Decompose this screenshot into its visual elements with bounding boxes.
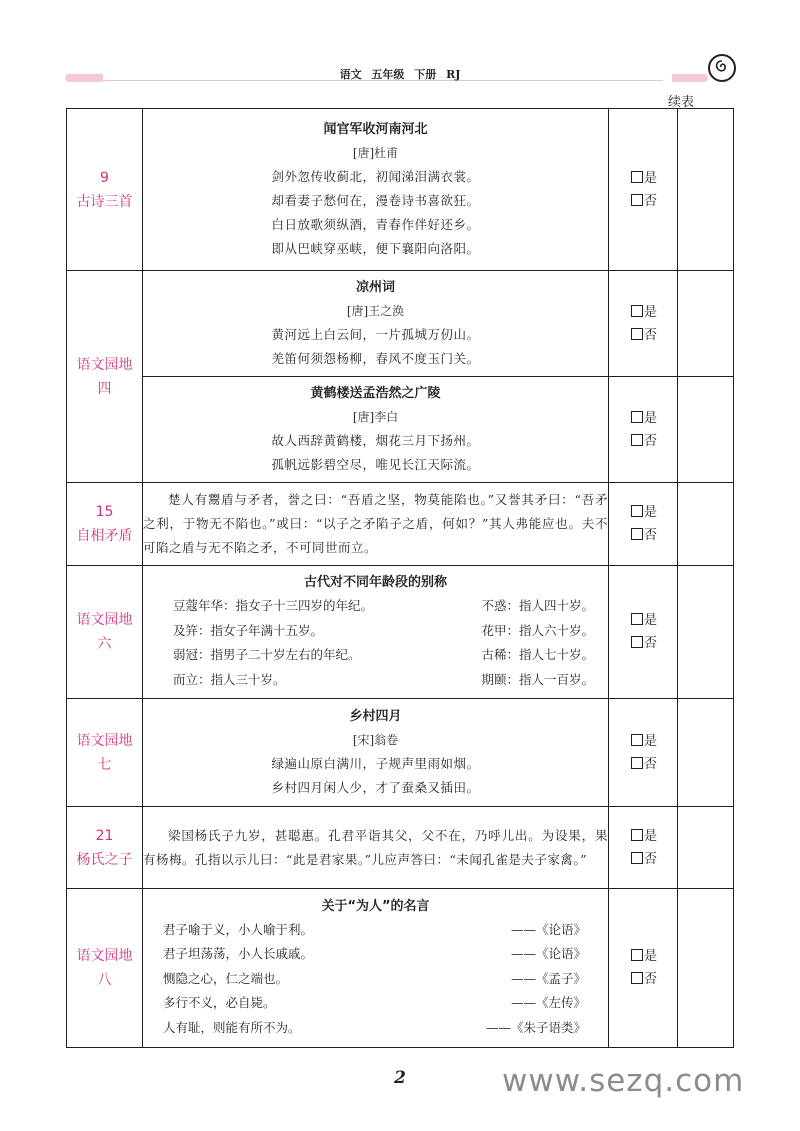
age-term: 花甲：指人六十岁。 <box>481 622 594 638</box>
age-term: 古稀：指人七十岁。 <box>481 647 594 662</box>
watermark: www.sezq.com <box>502 1063 745 1099</box>
blank-cell <box>678 271 734 377</box>
table-row <box>67 699 734 807</box>
quote-source: ——《论语》 <box>510 921 586 937</box>
age-term: 豆蔻年华：指女子十三四岁的年纪。 <box>173 598 374 613</box>
lesson-number: 六 <box>97 636 112 652</box>
checkbox-label: 否 <box>644 636 658 651</box>
checkbox-cell <box>609 699 678 807</box>
quote-row <box>143 991 608 1016</box>
quote-row <box>143 1016 608 1041</box>
table-row <box>67 377 734 483</box>
content-cell <box>143 271 609 377</box>
poem-line: 白日放歌须纵酒，青春作伴好还乡。 <box>271 216 480 232</box>
checkbox-square-icon <box>631 972 643 984</box>
checkbox-square-icon <box>631 328 643 340</box>
content-cell <box>143 699 609 807</box>
poem-line: 黄河远上白云间，一片孤城万仞山。 <box>271 326 480 342</box>
checkbox-label: 是 <box>644 949 658 964</box>
poem-title: 乡村四月 <box>349 708 402 724</box>
checkbox-cell <box>609 483 678 566</box>
lesson-title: 语文园地 <box>76 948 133 964</box>
checkbox-cell <box>609 377 678 483</box>
publisher-logo-icon <box>708 54 736 82</box>
lesson-number: 四 <box>97 380 112 397</box>
checkbox-square-icon <box>631 636 643 648</box>
poem-line: 乡村四月闲人少，才了蚕桑又插田。 <box>271 779 480 795</box>
checkbox-label: 否 <box>644 193 658 209</box>
checkbox-yes[interactable] <box>609 301 677 324</box>
poem-author: [唐]李白 <box>352 409 399 424</box>
blank-cell <box>678 699 734 807</box>
table-row <box>67 483 734 566</box>
table-row <box>67 807 734 889</box>
checkbox-label: 否 <box>644 528 658 543</box>
poem-title: 闻官军收河南河北 <box>323 121 428 137</box>
quote-row <box>143 918 608 943</box>
lesson-cell <box>67 483 143 566</box>
age-term: 期颐：指人一百岁。 <box>481 671 594 687</box>
checkbox-square-icon <box>631 411 643 423</box>
checkbox-cell <box>609 271 678 377</box>
content-cell <box>143 377 609 483</box>
checkbox-square-icon <box>631 949 643 961</box>
age-row <box>143 668 608 693</box>
quote-row <box>143 942 608 967</box>
checkbox-square-icon <box>631 434 643 446</box>
poem-line: 羌笛何须怨杨柳，春风不度玉门关。 <box>271 350 480 366</box>
checkbox-cell <box>609 109 678 271</box>
checkbox-square-icon <box>631 528 643 540</box>
checkbox-no[interactable] <box>609 632 677 655</box>
table-row <box>67 271 734 377</box>
quote-text: 君子坦荡荡，小人长戚戚。 <box>163 946 314 962</box>
lesson-number: 七 <box>97 756 112 773</box>
content-cell <box>143 889 609 1048</box>
checkbox-yes[interactable] <box>609 730 677 753</box>
lesson-cell <box>67 271 143 483</box>
lesson-title: 自相矛盾 <box>76 528 133 544</box>
poem-line: 剑外忽传收蓟北，初闻涕泪满衣裳。 <box>271 168 480 184</box>
checkbox-yes[interactable] <box>609 609 677 632</box>
age-term: 而立：指人三十岁。 <box>173 671 286 687</box>
poem-title: 黄鹤楼送孟浩然之广陵 <box>310 385 441 401</box>
poem-line: 绿遍山原白满川，子规声里雨如烟。 <box>271 755 480 771</box>
blank-cell <box>678 566 734 699</box>
checkbox-label: 是 <box>644 733 658 749</box>
checkbox-yes[interactable] <box>609 167 677 190</box>
classical-text: 梁国杨氏子九岁，甚聪惠。孔君平诣其父，父不在，乃呼儿出。为设果，果有杨梅。孔指以示儿曰：“此是君家果。”儿应声答曰：“未闻孔雀是夫子家禽。” <box>143 827 608 867</box>
checkbox-square-icon <box>631 757 643 769</box>
quote-text: 君子喻于义，小人喻于利。 <box>163 921 314 937</box>
checkbox-no[interactable] <box>609 524 677 547</box>
poem-author: [唐]杜甫 <box>352 145 399 160</box>
poem-line: 孤帆远影碧空尽，唯见长江天际流。 <box>271 456 480 472</box>
age-row <box>143 643 608 668</box>
checkbox-yes[interactable] <box>609 501 677 524</box>
recitation-table <box>66 108 734 1048</box>
quote-source: ——《论语》 <box>510 946 586 962</box>
checkbox-label: 否 <box>644 327 658 343</box>
checkbox-no[interactable] <box>609 190 677 213</box>
lesson-number: 八 <box>97 972 112 988</box>
checkbox-label: 否 <box>644 433 658 449</box>
page-number: 2 <box>394 1068 406 1088</box>
lesson-title: 杨氏之子 <box>76 851 133 868</box>
table-row <box>67 109 734 271</box>
content-cell <box>143 566 609 699</box>
age-row <box>143 619 608 644</box>
content-cell <box>143 109 609 271</box>
table-row <box>67 566 734 699</box>
checkbox-label: 是 <box>644 613 658 628</box>
lesson-number: 21 <box>95 827 114 844</box>
blank-cell <box>678 889 734 1048</box>
checkbox-square-icon <box>631 505 643 517</box>
content-cell <box>143 483 609 566</box>
checkbox-cell <box>609 566 678 699</box>
checkbox-label: 是 <box>644 828 658 844</box>
checkbox-label: 是 <box>644 170 658 186</box>
age-term: 弱冠：指男子二十岁左右的年纪。 <box>173 647 361 662</box>
blank-cell <box>678 377 734 483</box>
lesson-number: 15 <box>95 504 114 520</box>
checkbox-square-icon <box>631 852 643 864</box>
quote-row <box>143 967 608 992</box>
checkbox-square-icon <box>631 613 643 625</box>
checkbox-yes[interactable] <box>609 825 677 848</box>
checkbox-no[interactable] <box>609 324 677 347</box>
blank-cell <box>678 109 734 271</box>
lesson-number: 9 <box>100 169 109 186</box>
quote-text: 多行不义，必自毙。 <box>163 995 276 1011</box>
poem-title: 凉州词 <box>355 279 395 295</box>
checkbox-square-icon <box>631 829 643 841</box>
checkbox-no[interactable] <box>609 430 677 453</box>
checkbox-no[interactable] <box>609 848 677 871</box>
poem-line: 却看妻子愁何在，漫卷诗书喜欲狂。 <box>271 192 480 208</box>
age-row <box>143 594 608 619</box>
poem-line: 即从巴峡穿巫峡，便下襄阳向洛阳。 <box>271 240 480 256</box>
table-row <box>67 889 734 1048</box>
classical-text: 楚人有鬻盾与矛者，誉之曰：“吾盾之坚，物莫能陷也。”又誉其矛曰：“吾矛之利，于物无不陷也。”或曰：“以子之矛陷子之盾，何如？”其人弗能应也。夫不可陷之盾与无不陷之矛，不可同世而立。 <box>143 492 608 555</box>
lesson-title: 古诗三首 <box>76 193 133 210</box>
checkbox-square-icon <box>631 734 643 746</box>
section-title: 古代对不同年龄段的别称 <box>303 575 447 590</box>
quote-source: ——《左传》 <box>510 995 586 1011</box>
checkbox-label: 否 <box>644 756 658 772</box>
quote-text: 人有耻，则能有所不为。 <box>163 1019 301 1035</box>
checkbox-label: 否 <box>644 851 658 867</box>
poem-line: 故人西辞黄鹤楼，烟花三月下扬州。 <box>271 432 480 448</box>
checkbox-label: 是 <box>644 410 658 426</box>
poem-author: [唐]王之涣 <box>346 303 405 318</box>
continued-label: 续表 <box>668 95 695 110</box>
checkbox-square-icon <box>631 194 643 206</box>
quote-source: ——《孟子》 <box>510 970 586 986</box>
checkbox-cell <box>609 807 678 889</box>
checkbox-yes[interactable] <box>609 407 677 430</box>
content-cell <box>143 807 609 889</box>
checkbox-no[interactable] <box>609 968 677 991</box>
quote-source: ——《朱子语类》 <box>485 1019 586 1035</box>
lesson-cell <box>67 566 143 699</box>
checkbox-no[interactable] <box>609 753 677 776</box>
poem-author: [宋]翁卷 <box>352 732 399 747</box>
lesson-title: 语文园地 <box>76 612 133 628</box>
age-term: 不惑：指人四十岁。 <box>481 598 594 613</box>
blank-cell <box>678 807 734 889</box>
section-title: 关于“为人”的名言 <box>321 898 430 914</box>
quote-text: 恻隐之心，仁之端也。 <box>163 970 289 986</box>
checkbox-cell <box>609 889 678 1048</box>
checkbox-label: 是 <box>644 304 658 320</box>
lesson-cell <box>67 109 143 271</box>
lesson-title: 语文园地 <box>76 356 133 373</box>
age-term: 及笄：指女子年满十五岁。 <box>173 622 324 638</box>
checkbox-label: 是 <box>644 505 658 520</box>
lesson-title: 语文园地 <box>76 732 133 749</box>
running-header: 语文 五年级 下册 RJ <box>339 68 461 81</box>
checkbox-square-icon <box>631 305 643 317</box>
lesson-cell <box>67 699 143 807</box>
blank-cell <box>678 483 734 566</box>
checkbox-yes[interactable] <box>609 945 677 968</box>
lesson-cell <box>67 889 143 1048</box>
checkbox-label: 否 <box>644 972 658 987</box>
checkbox-square-icon <box>631 171 643 183</box>
lesson-cell <box>67 807 143 889</box>
